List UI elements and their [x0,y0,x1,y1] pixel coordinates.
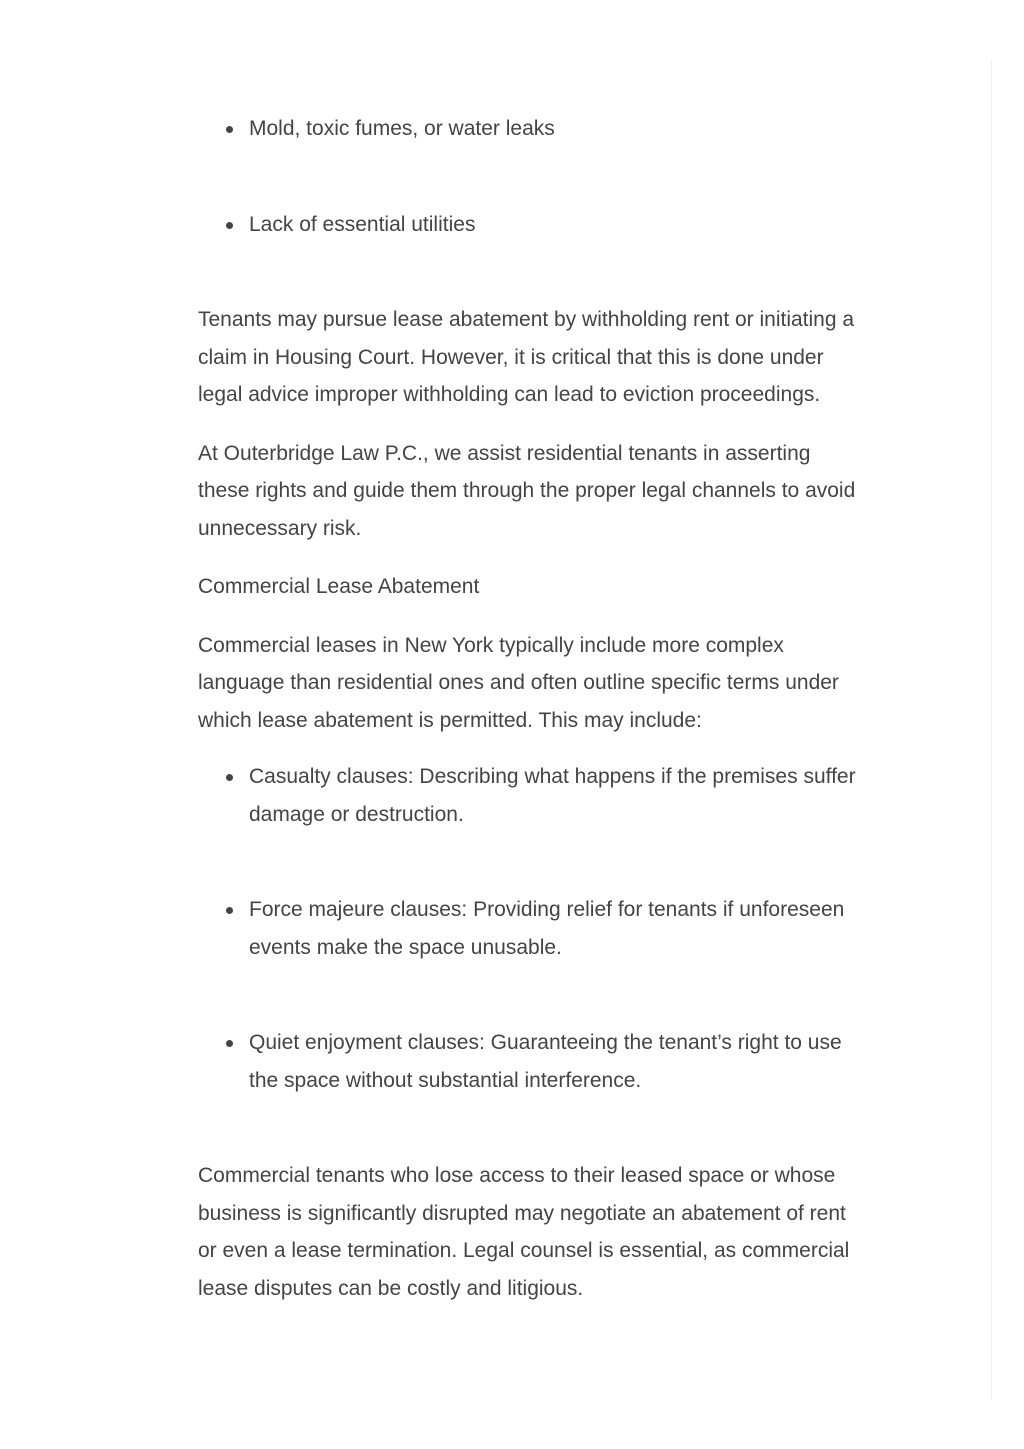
list-item: Mold, toxic fumes, or water leaks [198,110,863,148]
page-edge [991,60,992,1400]
clauses-list [198,758,863,1099]
paragraph-outerbridge: At Outerbridge Law P.C., we assist residential tenants in asserting these rights and guide them through the proper legal channels to avoid unnecessary risk. [198,441,856,540]
paragraph-withholding: Tenants may pursue lease abatement by withholding rent or initiating a claim in Housing Court. However, it is critical that this is done under legal advice improper withholding can lead to eviction proceedings. [198,308,855,406]
list-item: Force majeure clauses: Providing relief for tenants if unforeseen events make the space unusable. [198,891,863,966]
list-item: Quiet enjoyment clauses: Guaranteeing the tenant’s right to use the space without substantial interference. [198,1024,863,1099]
paragraph-commercial-intro: Commercial leases in New York typically include more complex language than residential ones and often outline specific terms under which lease abatement is permitted. This may include: [198,633,839,732]
conditions-list [198,110,863,243]
list-item: Casualty clauses: Describing what happens if the premises suffer damage or destruction. [198,758,863,833]
article-body [198,110,863,1328]
paragraph-commercial-closing: Commercial tenants who lose access to their leased space or whose business is significantly disrupted may negotiate an abatement of rent or even a lease termination. Legal counsel is essential, as commercial lease disputes can be costly and litigious. [198,1164,850,1300]
section-heading-commercial: Commercial Lease Abatement [198,575,480,598]
list-item: Lack of essential utilities [198,206,863,244]
